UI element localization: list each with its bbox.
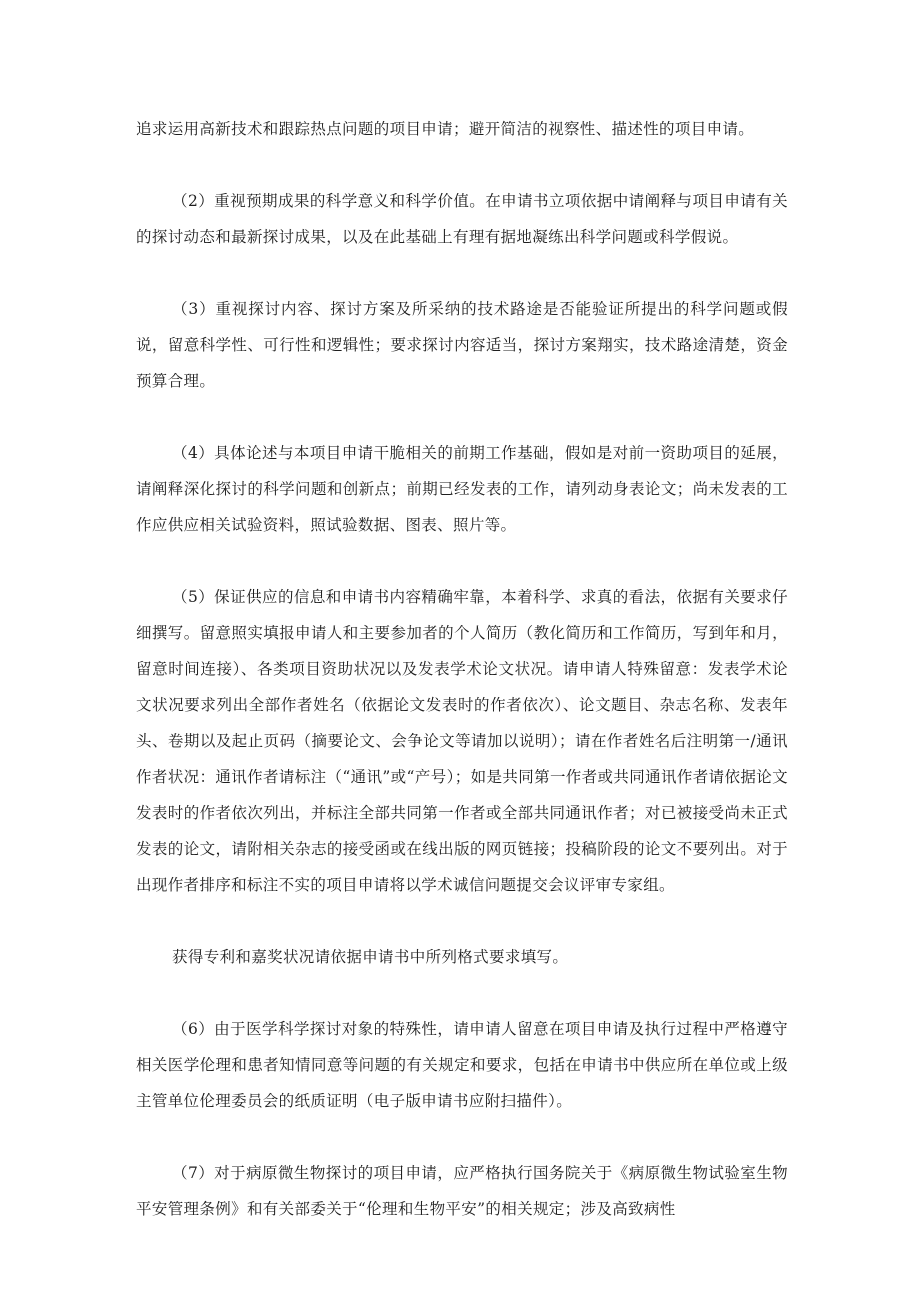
document-body	[136, 111, 788, 1263]
paragraph-item-7: （7）对于病原微生物探讨的项目申请，应严格执行国务院关于《病原微生物试验室生物平安管理条例》和有关部委关于“伦理和生物平安”的相关规定；涉及高致病性	[136, 1164, 788, 1218]
paragraph-continuation: 追求运用高新技术和跟踪热点问题的项目申请；避开简洁的视察性、描述性的项目申请。	[136, 120, 755, 138]
paragraph-item-6: （6）由于医学科学探讨对象的特殊性，请申请人留意在项目申请及执行过程中严格遵守相关医学伦理和患者知情同意等问题的有关规定和要求，包括在申请书中供应所在单位或上级主管单位伦理委员会的纸质证明（电子版申请书应附扫描件）。	[136, 1020, 788, 1110]
paragraph-patents: 获得专利和嘉奖状况请依据申请书中所列格式要求填写。	[172, 948, 569, 966]
paragraph-item-2: （2）重视预期成果的科学意义和科学价值。在申请书立项依据中请阐释与项目申请有关的探讨动态和最新探讨成果，以及在此基础上有理有据地凝练出科学问题或科学假说。	[136, 192, 788, 246]
paragraph-item-4: （4）具体论述与本项目申请干脆相关的前期工作基础，假如是对前一资助项目的延展，请阐释深化探讨的科学问题和创新点；前期已经发表的工作，请列动身表论文；尚未发表的工作应供应相关试验资料，照试验数据、图表、照片等。	[136, 444, 788, 534]
paragraph-item-3: （3）重视探讨内容、探讨方案及所采纳的技术路途是否能验证所提出的科学问题或假说，留意科学性、可行性和逻辑性；要求探讨内容适当，探讨方案翔实，技术路途清楚，资金预算合理。	[136, 300, 788, 390]
paragraph-item-5: （5）保证供应的信息和申请书内容精确牢靠，本着科学、求真的看法，依据有关要求仔细撰写。留意照实填报申请人和主要参加者的个人简历（教化简历和工作简历，写到年和月，留意时间连接）、各类项目资助状况以及发表学术论文状况。请申请人特殊留意：发表学术论文状况要求列出全部作者姓名（依据论文发表时的作者依次）、论文题目、杂志名称、发表年头、卷期以及起止页码（摘要论文、会争论文等请加以说明）；请在作者姓名后注明第一/通讯作者状况：通讯作者请标注（“通讯”或“产号）；如是共同第一作者或共同通讯作者请依据论文发表时的作者依次列出，并标注全部共同第一作者或全部共同通讯作者；对已被接受尚未正式发表的论文，请附相关杂志的接受函或在线出版的网页链接；投稿阶段的论文不要列出。对于出现作者排序和标注不实的项目申请将以学术诚信问题提交会议评审专家组。	[136, 588, 788, 894]
